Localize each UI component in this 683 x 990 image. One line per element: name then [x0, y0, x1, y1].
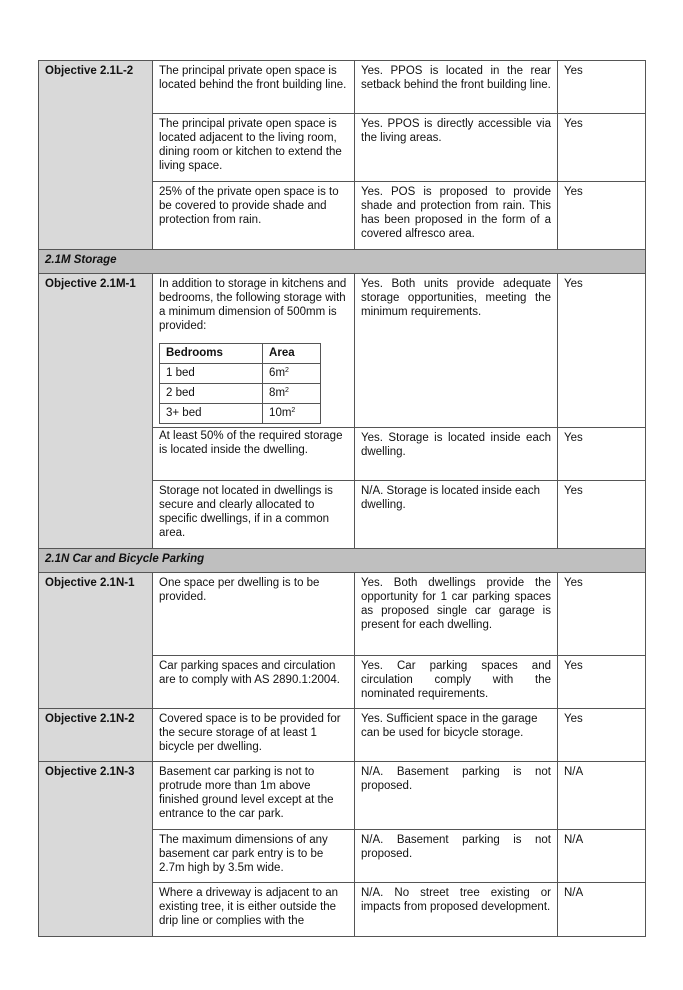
compliance-cell: Yes [558, 481, 646, 549]
storage-header-row [160, 344, 321, 364]
section-heading-storage: 2.1M Storage [39, 250, 646, 274]
objective-cell: Objective 2.1L-2 [39, 61, 153, 250]
section-heading-parking: 2.1N Car and Bicycle Parking [39, 549, 646, 573]
response-cell: N/A. No street tree existing or impacts from proposed development. [355, 883, 558, 937]
compliance-cell: Yes [558, 61, 646, 114]
response-cell: Yes. PPOS is directly accessible via the living areas. [355, 114, 558, 182]
compliance-cell: N/A [558, 762, 646, 830]
criterion-cell: Basement car parking is not to protrude more than 1m above finished ground level except at the entrance to the car park. [153, 762, 355, 830]
compliance-cell: Yes [558, 182, 646, 250]
table-row [39, 573, 646, 656]
compliance-cell: N/A [558, 830, 646, 883]
storage-row [160, 384, 321, 404]
criterion-cell: Car parking spaces and circulation are to comply with AS 2890.1:2004. [153, 656, 355, 709]
storage-header-bedrooms: Bedrooms [160, 344, 263, 364]
compliance-cell: Yes [558, 274, 646, 428]
compliance-cell: Yes [558, 114, 646, 182]
criterion-cell: One space per dwelling is to be provided. [153, 573, 355, 656]
objective-cell: Objective 2.1N-3 [39, 762, 153, 937]
compliance-table [38, 60, 646, 937]
criterion-text: In addition to storage in kitchens and bedrooms, the following storage with a minimum dimension of 500mm is provided: [159, 278, 347, 332]
storage-bedrooms: 2 bed [160, 384, 263, 404]
criterion-cell: Covered space is to be provided for the secure storage of at least 1 bicycle per dwelling. [153, 709, 355, 762]
table-row [39, 762, 646, 830]
storage-bedrooms: 1 bed [160, 364, 263, 384]
compliance-cell: Yes [558, 656, 646, 709]
storage-bedrooms: 3+ bed [160, 404, 263, 424]
criterion-cell: Where a driveway is adjacent to an existing tree, it is either outside the drip line or complies with the [153, 883, 355, 937]
criterion-cell: At least 50% of the required storage is located inside the dwelling. [153, 428, 355, 481]
response-cell: Yes. Storage is located inside each dwelling. [355, 428, 558, 481]
response-cell: Yes. Sufficient space in the garage can be used for bicycle storage. [355, 709, 558, 762]
compliance-cell: Yes [558, 428, 646, 481]
criterion-cell: The principal private open space is located behind the front building line. [153, 61, 355, 114]
storage-row [160, 364, 321, 384]
objective-cell: Objective 2.1N-1 [39, 573, 153, 709]
storage-area: $10m^2$ [263, 404, 321, 424]
response-cell: N/A. Basement parking is not proposed. [355, 830, 558, 883]
response-cell: Yes. POS is proposed to provide shade and protection from rain. This has been proposed in the form of a covered alfresco area. [355, 182, 558, 250]
storage-area: $6m^2$ [263, 364, 321, 384]
storage-area: $8m^2$ [263, 384, 321, 404]
compliance-cell: Yes [558, 709, 646, 762]
response-cell: N/A. Storage is located inside each dwelling. [355, 481, 558, 549]
section-header-row [39, 549, 646, 573]
compliance-cell: N/A [558, 883, 646, 937]
criterion-cell [153, 274, 355, 428]
response-cell: N/A. Basement parking is not proposed. [355, 762, 558, 830]
response-cell: Yes. Both dwellings provide the opportunity for 1 car parking spaces as proposed single car garage is present for each dwelling. [355, 573, 558, 656]
criterion-cell: Storage not located in dwellings is secure and clearly allocated to specific dwellings, if in a common area. [153, 481, 355, 549]
objective-cell: Objective 2.1N-2 [39, 709, 153, 762]
objective-cell: Objective 2.1M-1 [39, 274, 153, 549]
criterion-cell: The maximum dimensions of any basement car park entry is to be 2.7m high by 3.5m wide. [153, 830, 355, 883]
response-cell: Yes. Car parking spaces and circulation comply with the nominated requirements. [355, 656, 558, 709]
table-row [39, 274, 646, 428]
criterion-cell: The principal private open space is located adjacent to the living room, dining room or kitchen to extend the living space. [153, 114, 355, 182]
storage-requirements-table [159, 343, 321, 424]
table-row [39, 709, 646, 762]
storage-row [160, 404, 321, 424]
criterion-cell: 25% of the private open space is to be covered to provide shade and protection from rain. [153, 182, 355, 250]
response-cell: Yes. Both units provide adequate storage opportunities, meeting the minimum requirements. [355, 274, 558, 428]
table-row [39, 61, 646, 114]
response-cell: Yes. PPOS is located in the rear setback behind the front building line. [355, 61, 558, 114]
section-header-row [39, 250, 646, 274]
compliance-cell: Yes [558, 573, 646, 656]
storage-header-area: Area [263, 344, 321, 364]
